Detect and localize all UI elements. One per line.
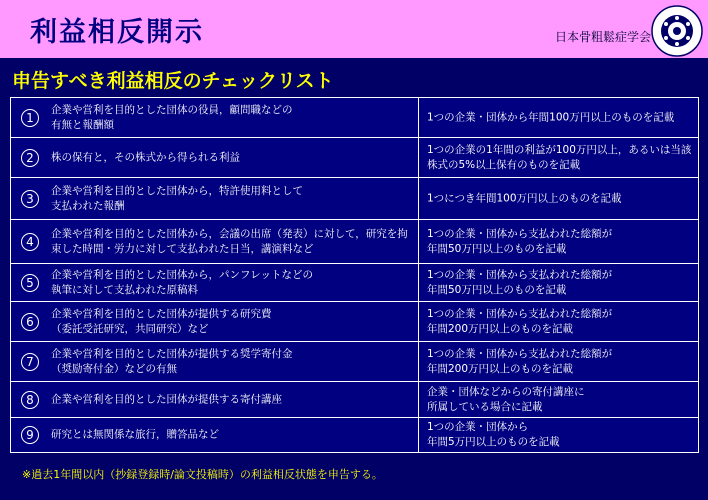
item-text: 企業や営利を目的とした団体の役員，顧問職などの 有無と報酬額 — [51, 103, 293, 131]
criteria-text: 1つの企業・団体から支払われた総額が 年間50万円以上のものを記載 — [427, 227, 613, 255]
table-row — [11, 382, 698, 418]
footnote: ※過去1年間以内（抄録登録時/論文投稿時）の利益相反状態を申告する。 — [22, 468, 383, 481]
item-text: 企業や営利を目的とした団体が提供する奨学寄付金 （奨励寄付金）などの有無 — [51, 347, 293, 375]
item-text: 研究とは無関係な旅行，贈答品など — [51, 428, 219, 441]
table-row — [11, 138, 698, 178]
table-row — [11, 264, 698, 302]
criteria-text: 企業・団体などからの寄付講座に 所属している場合に記載 — [427, 385, 585, 413]
society-name: 日本骨粗鬆症学会 — [555, 30, 652, 44]
title-bar — [0, 0, 708, 58]
item-text: 企業や営利を目的とした団体から，会議の出席（発表）に対して，研究を拘束した時間・労力に対して支払われた日当，講演料など — [51, 227, 408, 255]
society-seal-logo — [650, 4, 704, 58]
checklist-subtitle: 申告すべき利益相反のチェックリスト — [12, 70, 334, 92]
criteria-text: 1つの企業・団体から年間100万円以上のものを記載 — [427, 110, 675, 123]
table-row — [11, 418, 698, 452]
checklist-table — [10, 97, 699, 453]
table-row — [11, 220, 698, 264]
item-text: 企業や営利を目的とした団体が提供する研究費 （委託受託研究，共同研究）など — [51, 307, 272, 335]
item-text: 企業や営利を目的とした団体が提供する寄付講座 — [51, 392, 282, 405]
criteria-text: 1つの企業・団体から支払われた総額が 年間200万円以上のものを記載 — [427, 347, 613, 375]
criteria-text: 1つの企業・団体から支払われた総額が 年間50万円以上のものを記載 — [427, 268, 613, 296]
table-row — [11, 178, 698, 220]
item-number: 5 — [21, 274, 39, 292]
table-row — [11, 342, 698, 382]
item-number: 9 — [21, 426, 39, 444]
table-row — [11, 302, 698, 342]
item-number: 6 — [21, 313, 39, 331]
item-number: 7 — [21, 353, 39, 371]
page-title: 利益相反開示 — [30, 17, 204, 48]
criteria-text: 1つの企業の1年間の利益が100万円以上，あるいは当該株式の5%以上保有のものを記載 — [427, 143, 692, 171]
item-number: 4 — [21, 233, 39, 251]
criteria-text: 1つの企業・団体から支払われた総額が 年間200万円以上のものを記載 — [427, 307, 613, 335]
item-text: 企業や営利を目的とした団体から，特許使用料として 支払われた報酬 — [51, 184, 303, 212]
item-number: 8 — [21, 391, 39, 409]
table-row — [11, 98, 698, 138]
criteria-text: 1つにつき年間100万円以上のものを記載 — [427, 191, 622, 204]
item-text: 企業や営利を目的とした団体から，パンフレットなどの 執筆に対して支払われた原稿料 — [51, 268, 313, 296]
item-number: 1 — [21, 109, 39, 127]
criteria-text: 1つの企業・団体から 年間5万円以上のものを記載 — [427, 420, 560, 448]
item-text: 株の保有と，その株式から得られる利益 — [51, 150, 240, 163]
item-number: 2 — [21, 149, 39, 167]
item-number: 3 — [21, 190, 39, 208]
